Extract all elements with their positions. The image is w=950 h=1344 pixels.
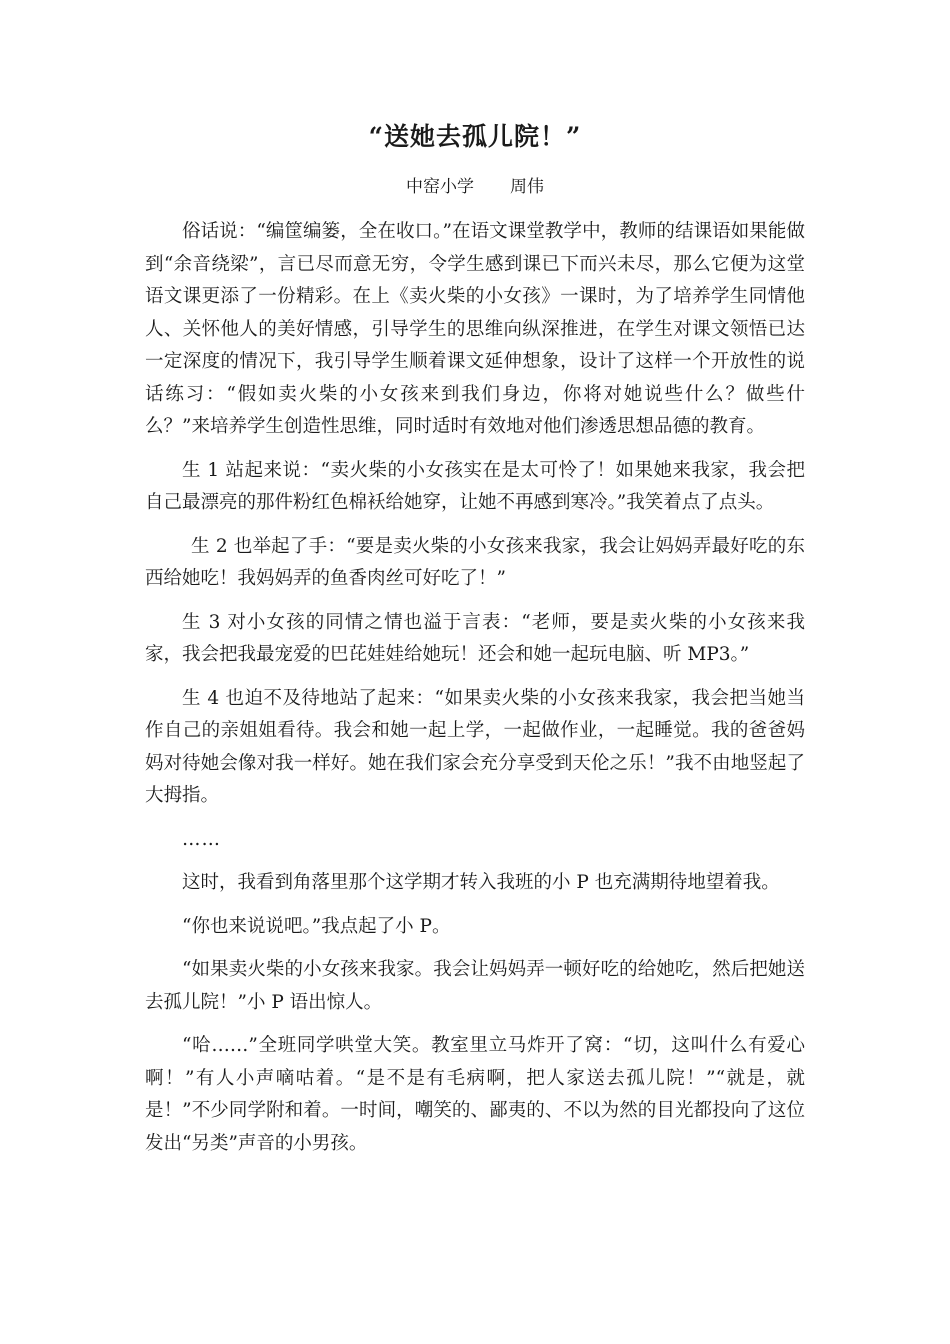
paragraph-little-p-answer: “如果卖火柴的小女孩来我家。我会让妈妈弄一顿好吃的给她吃，然后把她送去孤儿院！”小 P 语出惊人。 [145,959,805,1013]
paragraph-little-p: 这时，我看到角落里那个这学期才转入我班的小 P 也充满期待地望着我。 [182,872,780,893]
paragraph-class-reaction: “哈……”全班同学哄堂大笑。教室里立马炸开了窝：“切，这叫什么有爱心啊！”有人小声嘀咕着。“是不是有毛病啊，把人家送去孤儿院！”“就是，就是！”不少同学附和着。一时间，嘲笑的、鄙夷的、不以为然的目光都投向了这位发出“另类”声音的小男孩。 [145,1035,805,1154]
paragraph-teacher-invite: “你也来说说吧。”我点起了小 P。 [182,915,451,937]
paragraph-student-4: 生 4 也迫不及待地站了起来：“如果卖火柴的小女孩来我家，我会把当她当作自己的亲姐姐看待。我会和她一起上学，一起做作业，一起睡觉。我的爸爸妈妈对待她会像对我一样好。她在我们家会充分享受到天伦之乐！”我不由地竖起了大拇指。 [145,687,805,806]
author-school: 中窑小学 [406,177,474,197]
paragraph-student-3: 生 3 对小女孩的同情之情也溢于言表：“老师，要是卖火柴的小女孩来我家，我会把我最宠爱的巴芘娃娃给她玩！还会和她一起玩电脑、听 MP3。” [145,611,805,665]
paragraph-intro: 俗话说：“编筐编篓，全在收口。”在语文课堂教学中，教师的结课语如果能做到“余音绕梁”，言已尽而意无穷，令学生感到课已下而兴未尽，那么它便为这堂语文课更添了一份精彩。在上《卖火柴的小女孩》一课时，为了培养学生同情他人、关怀他人的美好情感，引导学生的思维向纵深推进，在学生对课文领悟已达一定深度的情况下，我引导学生顺着课文延伸想象，设计了这样一个开放性的说话练习：“假如卖火柴的小女孩来到我们身边，你将对她说些什么？做些什么？”来培养学生创造性思维，同时适时有效地对他们渗透思想品德的教育。 [145,221,805,437]
document-page [145,118,805,1171]
paragraph-ellipsis: …… [182,828,221,850]
author-line [145,174,805,200]
document-title: “送她去孤儿院！” [368,122,582,151]
author-name: 周伟 [510,177,544,197]
paragraph-student-2: 生 2 也举起了手：“要是卖火柴的小女孩来我家，我会让妈妈弄最好吃的东西给她吃！我妈妈弄的鱼香肉丝可好吃了！” [145,535,805,589]
paragraph-student-1: 生 1 站起来说：“卖火柴的小女孩实在是太可怜了！如果她来我家，我会把自己最漂亮的那件粉红色棉袄给她穿，让她不再感到寒冷。”我笑着点了点头。 [145,459,805,513]
